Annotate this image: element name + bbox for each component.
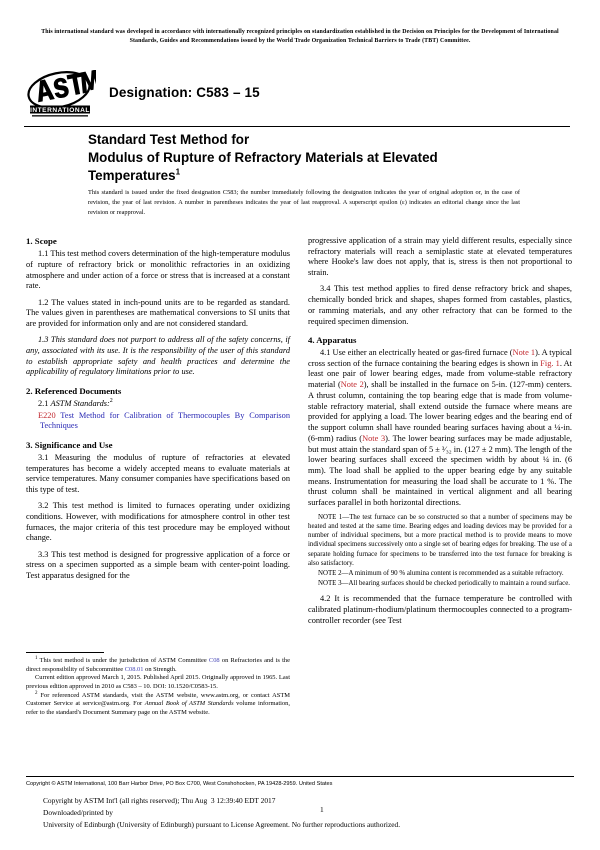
figure-1-reference-link[interactable]: Fig. 1 (540, 358, 560, 368)
referenced-standard-link[interactable] (26, 411, 290, 432)
para-4-1-seg-e: ). The lower bearing surfaces may be made adjustable, but must attain the standard span of 5 ± ³⁄₃₂ in. (127 ± 2 mm). The length of the lower bearing surfaces shall exceed the specimen width by about ¼ in. (6 mm). The load shall be applied to the upper bearing edge by any suitable means. Instrumentation for measuring the load shall be accurate to 1 %. The thrust column shall be maintained in vertical alignment and all bearing surfaces parallel in both horizontal directions. (308, 433, 572, 508)
paragraph-4-1 (308, 348, 572, 509)
subcommittee-c0801-link[interactable]: C08.01 (124, 665, 144, 673)
paragraph-1-1: 1.1 This test method covers determination of the high-temperature modulus of rupture of refractory brick or monolithic refractories in an oxidizing atmosphere and under action of a force or stress that is increased at a constant rate. (26, 249, 290, 291)
paragraph-3-4: 3.4 This test method applies to fired dense refractory brick and shapes, chemically bonded brick and shapes, shapes formed from castables, plastics, or ramming materials, and any other refractory that can be formed to the required specimen dimension. (308, 284, 572, 326)
paragraph-1-2: 1.2 The values stated in inch-pound units are to be regarded as standard. The values given in parentheses are mathematical conversions to SI units that are provided for information only and are not considered standard. (26, 297, 290, 329)
page-title (88, 131, 518, 184)
svg-text:INTERNATIONAL: INTERNATIONAL (30, 106, 90, 114)
page-number: 1 (320, 805, 324, 814)
paragraph-1-3: 1.3 This standard does not purport to address all of the safety concerns, if any, associated with its use. It is the responsibility of the user of this standard to establish appropriate safety and health practices and determine the applicability of regulatory limitations prior to use. (26, 335, 290, 377)
para-4-1-seg-d: ), shall be installed in the furnace on 5-in. (127-mm) centers. A thrust column, containing the top bearing edge that is made from volume-stable refractory material, shall extend outside the furnace where means are provided for applying a load. The lower bearing edges and the bearing end of the support column shall have rounded bearing surfaces having about a ¼-in. (6-mm) radius ( (308, 380, 572, 443)
footnote-1-seg-c: on Strength. (143, 665, 177, 673)
license-line-3: University of Edinburgh (University of Edinburgh) pursuant to License Agreement. No further reproductions authorized. (43, 819, 401, 829)
footer-divider (26, 776, 574, 777)
note-1-text: —The test furnace can be so constructed so that a number of specimens may be heated and tested at the same time. Bearing edges and loading devices may be provided for a number of individual specimens, but a more practical method is to provide means to move individual specimens successively onto a single set of bearing edges for breaking. The use of a separate holding furnace for specimens to be transferred into the test furnace for breaking is also satisfactory. (308, 513, 572, 567)
note-3-reference-link[interactable]: Note 3 (362, 433, 386, 443)
title-footnote-marker: 1 (175, 167, 181, 177)
spacer (26, 432, 290, 440)
note-1 (308, 513, 572, 568)
footnote-1-seg-a: This test method is under the jurisdiction of ASTM Committee (37, 657, 209, 664)
subsection-number: 2.1 (38, 399, 49, 408)
section-heading-scope: 1. Scope (26, 236, 57, 246)
identification-row (24, 70, 570, 122)
note-3-text: —All bearing surfaces should be checked periodically to maintain a round surface. (341, 580, 571, 588)
footnote-1-seg-b: on Refractories and is the direct responsibility of Subcommittee (26, 657, 290, 673)
footnote-2-seg-b: volume information, refer to the standard's Document Summary page on the ASTM website. (26, 700, 290, 717)
footnote-2 (26, 692, 290, 718)
spacer (26, 378, 290, 386)
section-heading-significance-and-use: 3. Significance and Use (26, 439, 113, 450)
standard-id-e220[interactable]: E220 (38, 410, 56, 420)
designation-label: Designation: C583 – 15 (109, 85, 260, 100)
note-1-label: NOTE 1 (318, 513, 343, 521)
footnotes-block (26, 657, 290, 718)
note-2-reference-link[interactable]: Note 2 (340, 380, 364, 390)
issue-statement: This standard is issued under the fixed designation C583; the number immediately following the designation indicates the year of original adoption or, in the case of revision, the year of last revision. A number in parentheses indicates the year of last reapproval. A superscript epsilon (ε) indicates an editorial change since the last revision or reapproval. (88, 189, 520, 217)
note-1-reference-link[interactable]: Note 1 (512, 348, 536, 358)
license-line-1: Copyright by ASTM Int'l (all rights reserved); Thu Aug 3 12:39:40 EDT 2017 (43, 796, 276, 805)
astm-logo-icon (24, 70, 96, 120)
title-line-3 (88, 167, 518, 185)
right-column (308, 236, 572, 626)
astm-standards-label: ASTM Standards: (50, 399, 110, 408)
section-heading-apparatus: 4. Apparatus (308, 334, 357, 345)
footnote-2-seg-a: For referenced ASTM standards, visit the ASTM website, www.astm.org, or contact ASTM Customer Service at service@astm.org. For (26, 691, 290, 708)
title-line-2: Modulus of Rupture of Refractory Materials at Elevated (88, 149, 438, 165)
committee-c08-link[interactable]: C08 (208, 657, 220, 664)
paragraph-3-1: 3.1 Measuring the modulus of rupture of refractories at elevated temperatures has become a widely accepted means to evaluate materials at service temperatures. Many consumer companies have specifications based on this type of test. (26, 452, 290, 495)
tbt-notice: This international standard was developed in accordance with internationally recognized principles on standardization established in the Decision on Principles for the Development of International Standards, Guides and Recommendations issued by the World Trade Organization Technical Barriers to Trade (TBT) Committee. (41, 29, 559, 45)
note-2-label: NOTE 2 (318, 569, 342, 577)
note-2 (308, 569, 572, 578)
spacer (308, 327, 572, 335)
note-3-label: NOTE 3 (318, 580, 342, 588)
header-divider (24, 126, 570, 127)
paragraph-3-3-continued: progressive application of a strain may yield different results, especially since refractory materials will reach a semiplastic state at elevated temperatures where Hooke's law does not apply, that is, stress is then not proportional to strain. (308, 236, 572, 278)
paragraph-3-2: 3.2 This test method is limited to furnaces operating under oxidizing conditions. However, with modifications for atmosphere control in other test furnaces, the major criteria of this test procedure may be employed without change. (26, 501, 290, 543)
left-column (26, 236, 290, 582)
para-4-1-seg-c: . At least one pair of lower bearing edges, made from volume-stable refractory material ( (308, 358, 572, 390)
annual-book-title: Annual Book of ASTM Standards (144, 700, 234, 708)
paragraph-3-3: 3.3 This test method is designed for progressive application of a force or stress on a specimen supported as a simple beam with center-point loading. Test apparatus designed for the (26, 549, 290, 581)
paragraph-4-2: 4.2 It is recommended that the furnace temperature be controlled with calibrated platinum-rhodium/platinum thermocouples connected to a program-controller recorder (see Test (308, 594, 572, 625)
license-stamp (43, 795, 563, 831)
para-4-1-seg-b: ). A typical cross section of the furnace containing the bearing edges is shown in (308, 348, 572, 368)
copyright-notice: Copyright © ASTM International, 100 Barr Harbor Drive, PO Box C700, West Conshohocken, PA 19428-2959. United States (26, 781, 333, 787)
note-3 (308, 579, 572, 588)
footnote-divider (26, 652, 104, 653)
license-line-2: Downloaded/printed by (43, 807, 113, 817)
title-line-3-text: Temperatures (88, 167, 176, 183)
footnote-1-marker: 1 (35, 655, 38, 661)
note-2-text: —A minimum of 90 % alumina content is recommended as a suitable refractory. (341, 569, 564, 577)
footnote-2-marker: 2 (35, 690, 38, 696)
footnote-1 (26, 657, 290, 674)
title-line-1: Standard Test Method for (88, 132, 250, 147)
ref-footnote-marker: 2 (109, 398, 113, 405)
section-heading-referenced-documents: 2. Referenced Documents (26, 385, 122, 396)
para-4-1-seg-a: 4.1 Use either an electrically heated or gas-fired furnace ( (320, 348, 513, 358)
paragraph-2-1 (26, 399, 290, 410)
standard-title-e220[interactable]: Test Method for Calibration of Thermocouples By Comparison Techniques (40, 410, 290, 431)
footnote-1-edition-line: Current edition approved March 1, 2015. Published April 2015. Originally approved in 1965. Last previous edition approved in 2010 as C583 – 10. DOI: 10.1520/C0583-15. (26, 674, 290, 691)
